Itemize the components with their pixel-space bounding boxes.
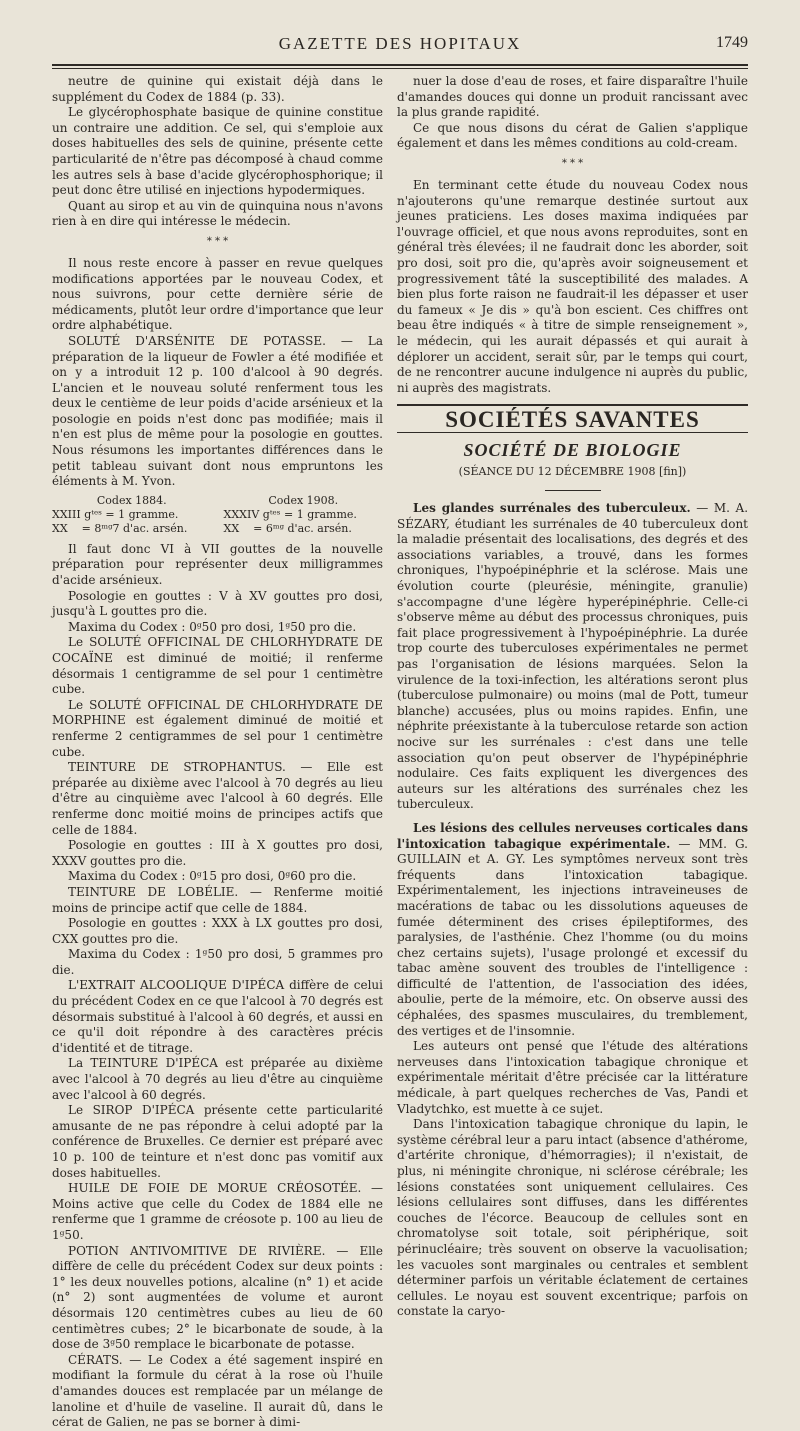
paragraph-heading: Les glandes surrénales des tuberculeux.	[413, 501, 691, 516]
section-separator: * * *	[561, 157, 584, 169]
paragraph: SOLUTÉ D'ARSÉNITE DE POTASSE. — La préparation de la liqueur de Fowler a été modifiée et on y a introduit 12 p. 100 d'alcool à 90 degrés. L'ancien et le nouveau soluté renferment tous les deux le centième de leur poids d'acide arsénieux et la posologie en poids n'est donc pas modifiée; mais il n'en est plus de même pour la posologie en gouttes. Nous résumons les importantes différences dans le petit tableau suivant dont nous empruntons les éléments à M. Yvon.	[52, 333, 383, 489]
table-row	[52, 508, 383, 522]
paragraph: Posologie en gouttes : III à X gouttes pro dosi, XXXV gouttes pro die.	[52, 838, 383, 868]
section-title: SOCIÉTÉS SAVANTES	[445, 407, 700, 433]
section-rule	[397, 432, 748, 433]
paragraph: TEINTURE DE LOBÉLIE. — Renferme moitié moins de principe actif que celle de 1884.	[52, 884, 383, 915]
paragraph: Maxima du Codex : 1ᵍ50 pro dosi, 5 grammes pro die.	[52, 947, 383, 977]
table-cell: XX = 8ᵐᵍ7 d'ac. arsén.	[52, 521, 188, 535]
right-column	[397, 74, 749, 1319]
short-rule	[545, 490, 601, 491]
paragraph: Ce que nous disons du cérat de Galien s'applique également et dans les mêmes conditions au cold-cream.	[397, 120, 748, 151]
table-row	[52, 494, 383, 508]
table-cell: XXIII gᵗᵉˢ = 1 gramme.	[52, 507, 179, 521]
paragraph: Le SOLUTÉ OFFICINAL DE CHLORHYDRATE DE COCAÏNE est diminué de moitié; il renferme désormais 1 centigramme de sel pour 1 centimètre cube.	[52, 635, 383, 697]
paragraph: Il faut donc VI à VII gouttes de la nouvelle préparation pour représenter deux milligrammes d'acide arsénieux.	[52, 541, 383, 588]
paragraph: Les auteurs ont pensé que l'étude des altérations nerveuses dans l'intoxication tabagique chronique et expérimentale méritait d'être précisée car la littérature médicale, à part quelques recherches de Vas, Pandi et Vladytchko, est muette à ce sujet.	[397, 1039, 748, 1116]
paragraph: Le SOLUTÉ OFFICINAL DE CHLORHYDRATE DE MORPHINE est également diminué de moitié et renferme 2 centigrammes de sel pour 1 centimètre cube.	[52, 697, 383, 759]
paragraph: POTION ANTIVOMITIVE DE RIVIÈRE. — Elle diffère de celle du précédent Codex sur deux points : 1° les deux nouvelles potions, alcaline (n° 1) et acide (n° 2) sont augmentées de volume et auront désormais 120 centimètres cubes au lieu de 60 centimètres cubes; 2° le bicarbonate de soude, à la dose de 3ᵍ50 remplace le bicarbonate de potasse.	[52, 1243, 383, 1352]
paragraph: nuer la dose d'eau de roses, et faire disparaître l'huile d'amandes douces qui donne un produit rancissant avec la plus grande rapidité.	[397, 74, 748, 120]
paragraph: L'EXTRAIT ALCOOLIQUE D'IPÉCA diffère de celui du précédent Codex en ce que l'alcool à 70 degrés est désormais substitué à l'alcool à 60 degrés, et aussi en ce qu'il doit répondre à des caractères précis d'identité et de titrage.	[52, 978, 383, 1055]
paragraph: Posologie en gouttes : XXX à LX gouttes pro dosi, CXX gouttes pro die.	[52, 916, 383, 946]
paragraph	[397, 501, 748, 813]
paragraph: Quant au sirop et au vin de quinquina nous n'avons rien à en dire qui intéresse le médecin.	[52, 198, 383, 229]
paragraph: Posologie en gouttes : V à XV gouttes pro dosi, jusqu'à L gouttes pro die.	[52, 588, 383, 619]
table-header-cell: Codex 1908.	[268, 493, 339, 507]
paragraph	[397, 821, 748, 1039]
codex-comparison-table	[52, 494, 383, 536]
section-separator: * * *	[206, 235, 229, 247]
left-column	[52, 74, 383, 1430]
paragraph: TEINTURE DE STROPHANTUS. — Elle est préparée au dixième avec l'alcool à 70 degrés au lieu d'être au cinquième avec l'alcool à 60 degrés. Elle renferme donc moitié moins de principes actifs que celle de 1884.	[52, 760, 383, 837]
paragraph: Maxima du Codex : 0ᵍ50 pro dosi, 1ᵍ50 pro die.	[68, 619, 357, 634]
table-cell: XX = 6ᵐᵍ d'ac. arsén.	[223, 521, 352, 535]
table-row	[52, 522, 383, 536]
table-cell: XXXIV gᵗᵉˢ = 1 gramme.	[223, 507, 357, 521]
paragraph: neutre de quinine qui existait déjà dans le supplément du Codex de 1884 (p. 33).	[52, 74, 383, 104]
paragraph: Il nous reste encore à passer en revue quelques modifications apportées par le nouveau Codex, et nous suivrons, pour cette dernière série de médicaments, plutôt leur ordre d'importance que leur ordre alphabétique.	[52, 255, 383, 333]
table-header-cell: Codex 1884.	[96, 493, 167, 507]
section-rule	[397, 404, 748, 406]
paragraph: CÉRATS. — Le Codex a été sagement inspiré en modifiant la formule du cérat à la rose où l'huile d'amandes douces est remplacée par un mélange de lanoline et d'huile de vaseline. Il aurait dû, dans le cérat de Galien, ne pas se borner à dimi-	[52, 1352, 383, 1430]
paragraph: Maxima du Codex : 0ᵍ15 pro dosi, 0ᵍ60 pro die.	[68, 869, 357, 884]
society-title: SOCIÉTÉ DE BIOLOGIE	[463, 439, 682, 460]
paragraph-heading: Les lésions des cellules nerveuses corticales dans l'intoxication tabagique expérimentale.	[397, 820, 748, 851]
header-rule	[52, 64, 748, 69]
paragraph: Le SIROP D'IPÉCA présente cette particularité amusante de ne pas répondre à celui adopté par la conférence de Bruxelles. Ce dernier est préparé avec 10 p. 100 de teinture et n'est donc pas vomitif aux doses habituelles.	[52, 1103, 383, 1180]
page-number: 1749	[716, 34, 748, 51]
paragraph: Le glycérophosphate basique de quinine constitue un contraire une addition. Ce sel, qui s'emploie aux doses habituelles des sels de quinine, présente cette particularité de n'être pas décomposé à chaud comme les autres sels à base d'acide glycérophosphorique; il peut donc être utilisé en injections hypodermiques.	[52, 105, 383, 198]
paragraph: La TEINTURE D'IPÉCA est préparée au dixième avec l'alcool à 70 degrés au lieu d'être au cinquième avec l'alcool à 60 degrés.	[52, 1056, 383, 1102]
running-title: GAZETTE DES HOPITAUX	[278, 34, 522, 53]
paragraph-body: — M. A. SÉZARY, étudiant les surrénales de 40 tuberculeux dont la maladie présentait des localisations, des degrés et des associations variables, a trouvé, dans les formes chroniques, l'hypoépinéphrie et la sclérose. Mais une évolution courte (pleurésie, méningite, granulie) s'accompagne d'une légère hyperépinéphrie. Celle-ci s'observe même au début des processus chroniques, puis fait place progressivement à l'hypoépinéphrie. La durée trop courte des tuberculoses expérimentales ne permet pas l'organisation de lésions marquées. Selon la virulence de la toxi-infection, les altérations seront plus (tuberculose pulmonaire) ou moins (mal de Pott, tumeur blanche) accusées, plus ou moins rapides. Enfin, une néphrite préexistante à la tuberculose retarde son action nocive sur les surrénales : c'est dans une telle association qu'on peut observer de l'hypépinéphrie nodulaire. Ces faits expliquent les divergences des auteurs sur les altérations des surrénales chez les tuberculeux.	[397, 501, 749, 812]
session-date: (SÉANCE DU 12 DÉCEMBRE 1908 [fin])	[458, 465, 687, 479]
paragraph-body: — MM. G. GUILLAIN et A. GY. Les symptômes nerveux sont très fréquents dans l'intoxication tabagique. Expérimentalement, les injections intraveineuses de macérations de tabac ou les dissolutions aqueuses de fumée déterminent des crises épileptiformes, des paralysies, de l'asthénie. Chez l'homme (ou du moins chez certains sujets), l'usage prolongé et excessif du tabac amène souvent des troubles de l'intelligence : difficulté de l'attention, de l'association des idées, aboulie, perte de la mémoire, etc. On observe aussi des céphalées, des spasmes musculaires, du tremblement, des vertiges et de l'insomnie.	[397, 836, 748, 1038]
paragraph: Dans l'intoxication tabagique chronique du lapin, le système cérébral leur a paru intact (absence d'athérome, d'artérite chronique, d'hémorragies); il n'existait, de plus, ni méningite chronique, ni sclérose cérébrale; les lésions constatées sont uniquement cellulaires. Ces lésions cellulaires sont diffuses, dans les différentes couches de l'écorce. Beaucoup de cellules sont en chromatolyse soit totale, soit périphérique, soit périnucléaire; très souvent on observe la vacuolisation; les vacuoles sont marginales ou centrales et semblent déterminer parfois un véritable éclatement de certaines cellules. Le noyau est souvent excentrique; parfois on constate la caryo-	[397, 1117, 748, 1319]
paragraph: En terminant cette étude du nouveau Codex nous n'ajouterons qu'une remarque destinée surtout aux jeunes praticiens. Les doses maxima indiquées par l'ouvrage officiel, et que nous avons reproduites, sont en général très élevées; il ne faudrait donc les aborder, soit pro dosi, soit pro die, qu'après avoir soigneusement et progressivement tâté la susceptibilité des malades. A bien plus forte raison ne faudrait-il les dépasser et user du fameux « Je dis » qu'à bon escient. Ces chiffres ont beau être indiqués « à titre de simple renseignement », le médecin, qui les aurait dépassés et qui aurait à déplorer un accident, serait sûr, par le temps qui court, de ne rencontrer aucune indulgence ni auprès du public, ni auprès des magistrats.	[397, 177, 748, 395]
page-header	[0, 0, 800, 80]
paragraph: HUILE DE FOIE DE MORUE CRÉOSOTÉE. — Moins active que celle du Codex de 1884 elle ne renferme que 1 gramme de créosote p. 100 au lieu de 1ᵍ50.	[52, 1181, 383, 1242]
